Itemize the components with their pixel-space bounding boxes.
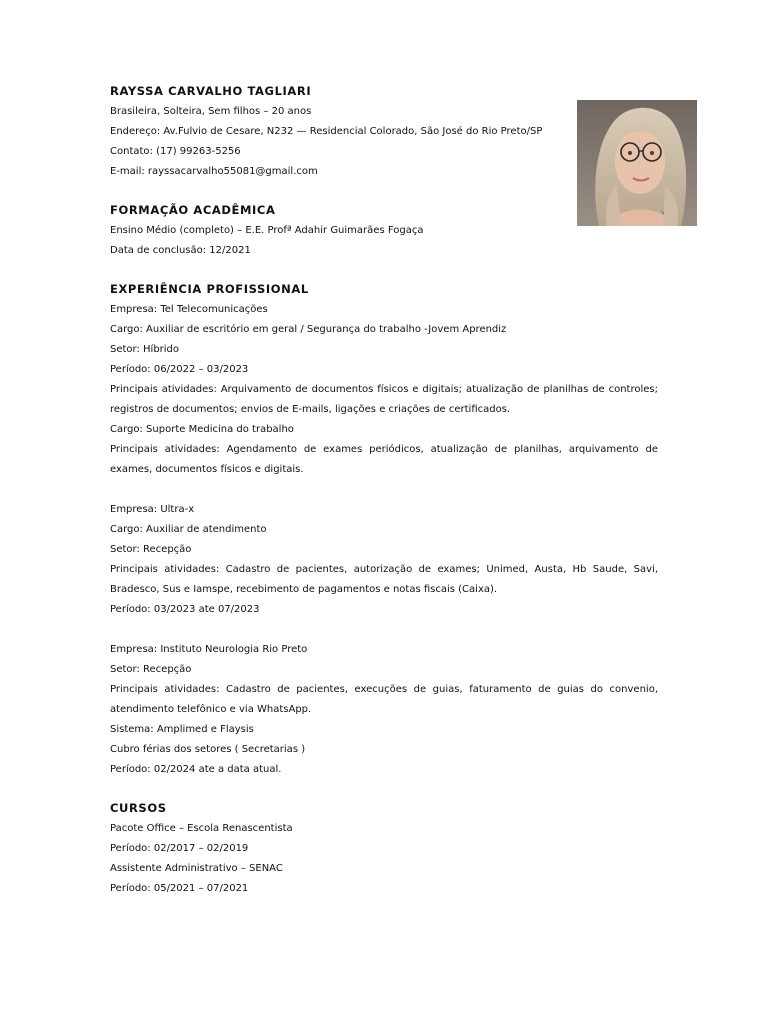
candidate-name: RAYSSA CARVALHO TAGLIARI (110, 84, 312, 98)
personal-section (110, 82, 658, 182)
spacer (110, 620, 658, 640)
spacer (110, 182, 658, 201)
job-period: Período: 06/2022 – 03/2023 (110, 364, 249, 375)
job-company: Empresa: Tel Telecomunicações (110, 304, 268, 315)
job-role: Cargo: Auxiliar de escritório em geral / Segurança do trabalho -Jovem Aprendiz (110, 324, 507, 335)
job-role-secondary: Cargo: Suporte Medicina do trabalho (110, 424, 294, 435)
job-entry-ultrax (110, 500, 658, 620)
job-activities: Principais atividades: Arquivamento de documentos físicos e digitais; atualização de planilhas de controles; registros de documentos; envios de E-mails, ligações e criações de certificados. (110, 384, 658, 415)
spacer (110, 261, 658, 280)
job-activities: Principais atividades: Cadastro de pacientes, autorização de exames; Unimed, Austa, Hb Saude, Savi, Bradesco, Sus e Iamspe, recebimento de pagamentos e notas fiscais (Caixa). (110, 564, 658, 595)
course-line: Assistente Administrativo – SENAC (110, 863, 283, 874)
job-company: Empresa: Ultra-x (110, 504, 195, 515)
course-line: Período: 05/2021 – 07/2021 (110, 883, 249, 894)
education-line: Data de conclusão: 12/2021 (110, 245, 251, 256)
job-entry-neurologia (110, 640, 658, 780)
courses-heading: CURSOS (110, 801, 167, 815)
experience-heading: EXPERIÊNCIA PROFISSIONAL (110, 282, 309, 296)
course-line: Pacote Office – Escola Renascentista (110, 823, 293, 834)
spacer (110, 780, 658, 799)
job-period: Período: 02/2024 ate a data atual. (110, 764, 282, 775)
job-activities-secondary: Principais atividades: Agendamento de exames periódicos, atualização de planilhas, arquivamento de exames, documentos físicos e digitais. (110, 444, 658, 475)
job-sector: Setor: Recepção (110, 544, 192, 555)
job-sector: Setor: Híbrido (110, 344, 180, 355)
resume-content (110, 82, 658, 899)
job-period: Período: 03/2023 ate 07/2023 (110, 604, 260, 615)
course-line: Período: 02/2017 – 02/2019 (110, 843, 249, 854)
experience-section (110, 280, 658, 780)
contact-line: Contato: (17) 99263-5256 (110, 146, 241, 157)
job-role: Cargo: Auxiliar de atendimento (110, 524, 267, 535)
personal-summary: Brasileira, Solteira, Sem filhos – 20 anos (110, 106, 312, 117)
job-sector: Setor: Recepção (110, 664, 192, 675)
address-line: Endereço: Av.Fulvio de Cesare, N232 — Residencial Colorado, São José do Rio Preto/SP (110, 126, 543, 137)
education-line: Ensino Médio (completo) – E.E. Profª Adahir Guimarães Fogaça (110, 225, 424, 236)
email-line: E-mail: rayssacarvalho55081@gmail.com (110, 166, 318, 177)
job-activities: Principais atividades: Cadastro de pacientes, execuções de guias, faturamento de guias do convenio, atendimento telefônico e via WhatsApp. (110, 684, 658, 715)
job-company: Empresa: Instituto Neurologia Rio Preto (110, 644, 308, 655)
spacer (110, 480, 658, 500)
job-vacation-cover: Cubro férias dos setores ( Secretarias ) (110, 744, 306, 755)
education-heading: FORMAÇÃO ACADÊMICA (110, 203, 276, 217)
education-section (110, 201, 658, 261)
job-system: Sistema: Amplimed e Flaysis (110, 724, 254, 735)
job-entry-tel (110, 300, 658, 480)
courses-section (110, 799, 658, 899)
